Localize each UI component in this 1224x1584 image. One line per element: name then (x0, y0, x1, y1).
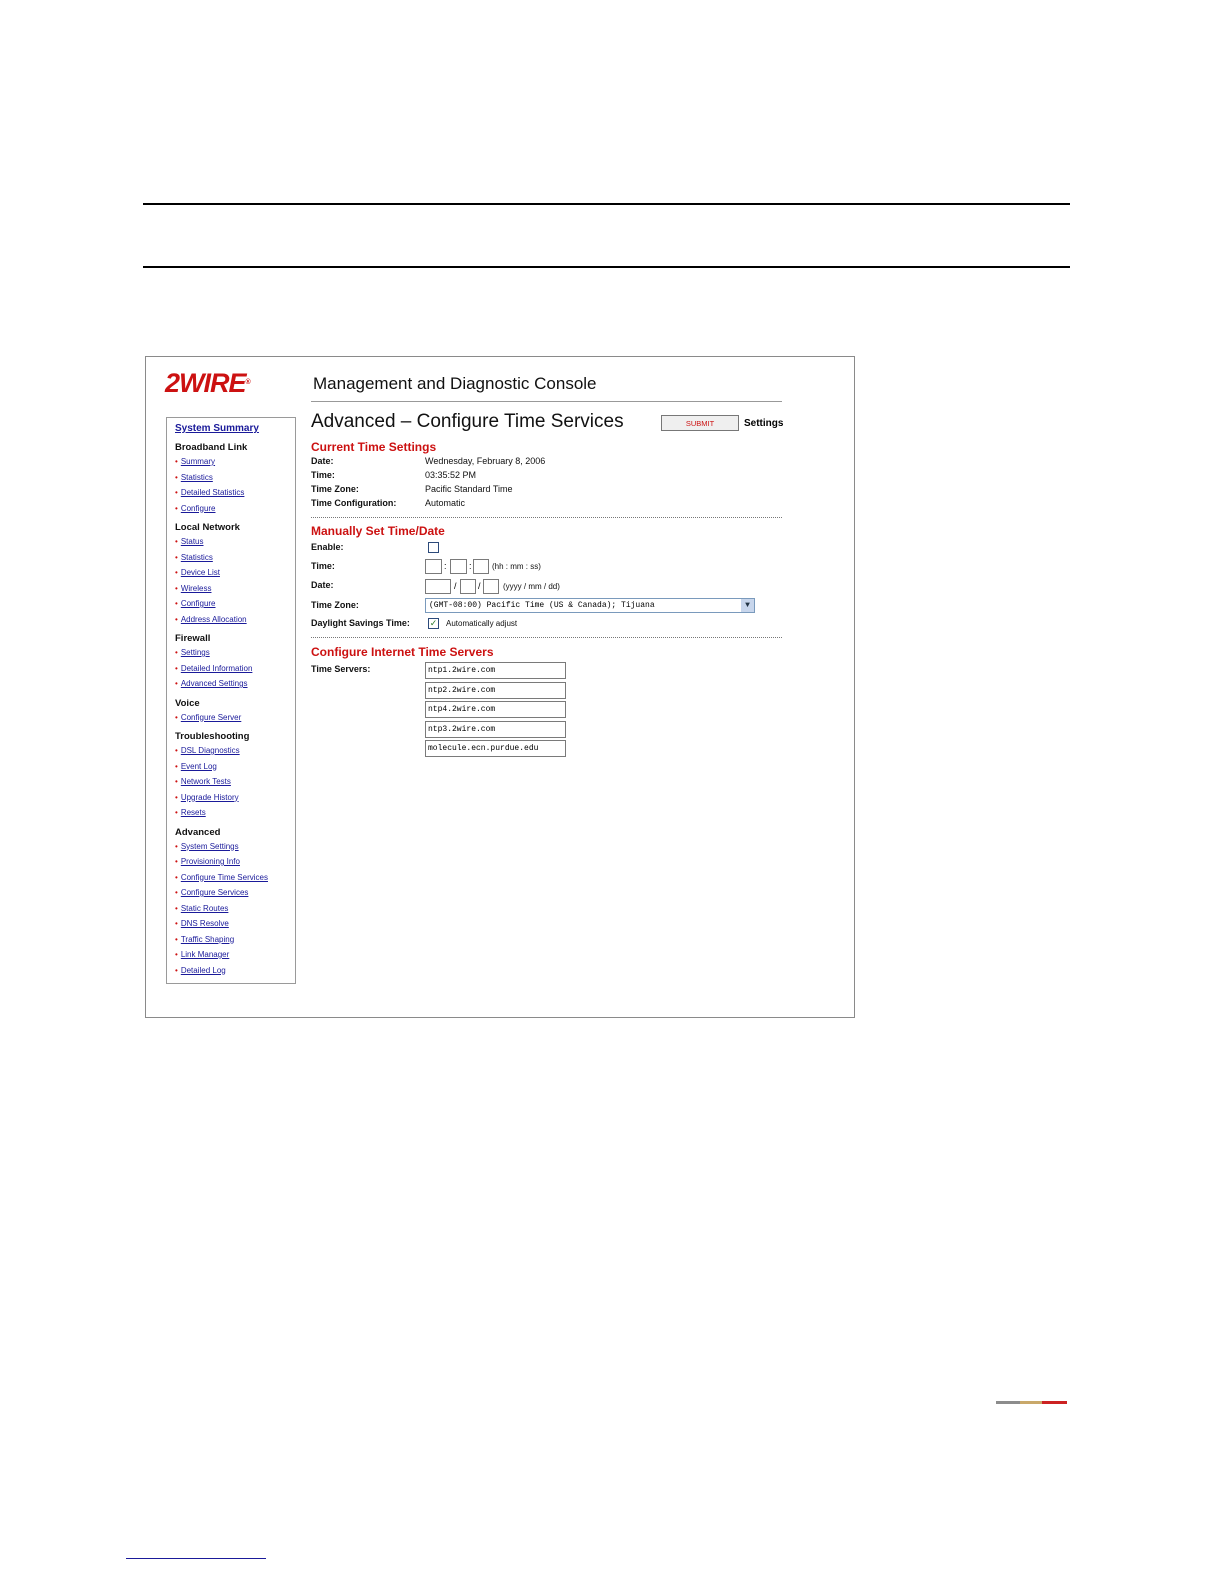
footer-color-bar (996, 1401, 1067, 1404)
sidebar-group-title: Advanced (175, 826, 221, 838)
manual-timezone-label: Time Zone: (311, 600, 359, 610)
current-timezone-value: Pacific Standard Time (425, 484, 513, 494)
sidebar-item[interactable] (175, 870, 295, 886)
bullet-icon: • (175, 872, 178, 882)
sidebar-item[interactable] (175, 901, 295, 917)
sidebar-item-label[interactable]: Device List (180, 568, 220, 577)
sidebar-item[interactable] (175, 839, 295, 855)
sidebar-item[interactable] (175, 534, 295, 550)
second-input[interactable] (473, 559, 489, 574)
sidebar-group-title: Local Network (175, 522, 240, 533)
hour-input[interactable] (425, 559, 442, 574)
bullet-icon: • (175, 679, 178, 688)
sidebar-group-title: Troubleshooting (175, 731, 250, 742)
sidebar-item[interactable] (175, 854, 295, 870)
sidebar-item[interactable] (175, 805, 295, 821)
footer-bar-red (1042, 1401, 1067, 1404)
sidebar-item-label[interactable]: Statistics (180, 552, 213, 562)
dst-checkbox[interactable] (428, 618, 439, 629)
sidebar-item[interactable] (175, 661, 295, 677)
sidebar-item-label[interactable]: Configure (180, 599, 216, 608)
sidebar-item[interactable] (175, 947, 295, 963)
bullet-icon: • (175, 950, 178, 959)
timezone-selected-value: (GMT-08:00) Pacific Time (US & Canada); Tijuana (429, 601, 655, 610)
day-input[interactable] (483, 579, 499, 594)
page-title: Advanced – Configure Time Services (311, 411, 624, 432)
bullet-icon: • (175, 934, 178, 944)
sidebar-item-label[interactable]: Wireless (180, 583, 212, 593)
time-server-input[interactable]: ntp3.2wire.com (425, 721, 566, 738)
sidebar-group-title: Firewall (175, 633, 211, 644)
sidebar-item[interactable] (175, 932, 295, 948)
sidebar-item[interactable] (175, 743, 295, 759)
bullet-icon: • (175, 663, 178, 673)
sidebar-item-label[interactable]: Statistics (180, 472, 213, 482)
submit-button[interactable]: SUBMIT (661, 415, 739, 431)
time-format-hint: (hh : mm : ss) (492, 562, 541, 571)
time-server-input[interactable]: molecule.ecn.purdue.edu (425, 740, 566, 757)
time-server-input[interactable]: ntp4.2wire.com (425, 701, 566, 718)
sidebar-item[interactable] (175, 454, 295, 470)
time-server-input[interactable]: ntp1.2wire.com (425, 662, 566, 679)
brand-logo (165, 368, 250, 398)
month-input[interactable] (460, 579, 476, 594)
bullet-icon: • (175, 488, 178, 497)
sidebar-item-label[interactable]: Advanced Settings (180, 679, 248, 688)
sidebar-group (175, 731, 295, 821)
current-date-label: Date: (311, 456, 334, 466)
sidebar-group (175, 827, 295, 979)
bullet-icon: • (175, 537, 178, 546)
time-servers-label: Time Servers: (311, 664, 371, 674)
sidebar-item[interactable] (175, 759, 295, 775)
sidebar-item[interactable] (175, 485, 295, 501)
time-separator: : (469, 561, 472, 571)
date-separator: / (478, 581, 481, 591)
bullet-icon: • (175, 614, 178, 624)
sidebar-item-label[interactable]: Configure Services (180, 888, 249, 897)
sidebar-item-label[interactable]: Resets (180, 808, 206, 817)
sidebar-item[interactable] (175, 916, 295, 932)
current-date-value: Wednesday, February 8, 2006 (425, 456, 546, 466)
timezone-select[interactable] (425, 598, 755, 613)
bullet-icon: • (175, 599, 178, 608)
bullet-icon: • (175, 583, 178, 593)
sidebar-group-title: Voice (175, 697, 200, 709)
sidebar-item-label[interactable]: Configure Server (180, 712, 242, 722)
section-divider (311, 517, 782, 518)
sidebar-item-label[interactable]: Detailed Information (180, 663, 253, 673)
sidebar-groups (175, 442, 295, 978)
date-format-hint: (yyyy / mm / dd) (503, 582, 560, 591)
bullet-icon: • (175, 808, 178, 817)
sidebar-item[interactable] (175, 581, 295, 597)
year-input[interactable] (425, 579, 451, 594)
time-server-input[interactable]: ntp2.2wire.com (425, 682, 566, 699)
sidebar-item-label[interactable]: Upgrade History (180, 792, 239, 802)
sidebar-item[interactable] (175, 676, 295, 692)
settings-label: Settings (744, 418, 784, 429)
enable-checkbox[interactable] (428, 542, 439, 553)
sidebar-item[interactable] (175, 790, 295, 806)
registered-mark: ® (245, 379, 250, 386)
sidebar-group (175, 633, 295, 692)
sidebar-item-label[interactable]: Link Manager (180, 950, 230, 959)
top-rule (143, 203, 1070, 205)
console-screenshot (145, 356, 855, 1018)
minute-input[interactable] (450, 559, 467, 574)
bullet-icon: • (175, 568, 178, 577)
current-time-value: 03:35:52 PM (425, 470, 477, 480)
sidebar-item-label[interactable]: Traffic Shaping (180, 934, 235, 944)
sidebar-item[interactable] (175, 645, 295, 661)
time-config-value: Automatic (425, 498, 466, 508)
sidebar-item[interactable] (175, 963, 295, 979)
bullet-icon: • (175, 712, 178, 722)
sidebar-item[interactable] (175, 565, 295, 581)
sidebar-item[interactable] (175, 501, 295, 517)
sidebar-item-label[interactable]: Network Tests (180, 777, 231, 786)
time-separator: : (444, 561, 447, 571)
sidebar-nav (166, 417, 296, 984)
sidebar-item[interactable] (175, 710, 295, 726)
footer-bar-grey (996, 1401, 1020, 1404)
manual-settings-title: Manually Set Time/Date (311, 524, 445, 538)
sidebar-item-label[interactable]: Configure (180, 503, 216, 513)
bullet-icon: • (175, 746, 178, 755)
sidebar-item-label[interactable]: Detailed Statistics (180, 488, 245, 497)
bullet-icon: • (175, 903, 178, 913)
current-settings-title: Current Time Settings (311, 440, 437, 454)
bullet-icon: • (175, 792, 178, 802)
bullet-icon: • (175, 552, 178, 562)
current-timezone-label: Time Zone: (311, 484, 359, 494)
header-bottom-rule (143, 266, 1070, 268)
sidebar-item[interactable] (175, 470, 295, 486)
bullet-icon: • (175, 919, 178, 928)
chevron-down-icon[interactable]: ▼ (741, 599, 754, 612)
sidebar-item[interactable] (175, 550, 295, 566)
enable-label: Enable: (311, 542, 344, 552)
sidebar-group-title: Broadband Link (175, 442, 248, 453)
bullet-icon: • (175, 857, 178, 866)
sidebar-item-label[interactable]: Detailed Log (180, 965, 226, 975)
logo-text: 2WIRE (165, 368, 246, 398)
manual-date-label: Date: (311, 580, 334, 590)
checkmark-icon: ✓ (429, 618, 438, 628)
sidebar-item-label[interactable]: Summary (180, 457, 216, 466)
section-divider (311, 637, 782, 638)
sidebar-group (175, 522, 295, 627)
sidebar-item-label[interactable]: Address Allocation (180, 614, 247, 624)
bullet-icon: • (175, 457, 178, 466)
current-time-label: Time: (311, 470, 335, 480)
sidebar-item-label[interactable]: System Settings (180, 841, 239, 851)
sidebar-item[interactable] (175, 774, 295, 790)
bullet-icon: • (175, 472, 178, 482)
sidebar-item-label[interactable]: Static Routes (180, 903, 229, 913)
sidebar-item-label[interactable]: Status (180, 537, 204, 546)
sidebar-item-label[interactable]: Event Log (180, 761, 217, 771)
time-config-label: Time Configuration: (311, 498, 397, 508)
manual-time-label: Time: (311, 561, 335, 571)
system-summary-link[interactable]: System Summary (175, 423, 259, 434)
sidebar-item-label[interactable]: Provisioning Info (180, 857, 240, 866)
bullet-icon: • (175, 761, 178, 771)
dst-label: Daylight Savings Time: (311, 618, 410, 628)
time-servers-title: Configure Internet Time Servers (311, 645, 494, 659)
bullet-icon: • (175, 777, 178, 786)
bullet-icon: • (175, 503, 178, 513)
bullet-icon: • (175, 841, 178, 851)
bullet-icon: • (175, 648, 178, 657)
sidebar-item[interactable] (175, 612, 295, 628)
sidebar-item[interactable] (175, 885, 295, 901)
sidebar-item-label[interactable]: Configure Time Services (180, 872, 268, 882)
footnote-rule (126, 1558, 266, 1559)
sidebar-item-label[interactable]: DNS Resolve (180, 919, 229, 928)
sidebar-group (175, 442, 295, 516)
dst-option-label: Automatically adjust (446, 619, 518, 628)
sidebar-item-label[interactable]: DSL Diagnostics (180, 746, 240, 755)
sidebar-group (175, 698, 295, 726)
sidebar-item-label[interactable]: Settings (180, 648, 210, 657)
sidebar-item[interactable] (175, 596, 295, 612)
date-separator: / (454, 581, 457, 591)
bullet-icon: • (175, 888, 178, 897)
footer-bar-tan (1020, 1401, 1042, 1404)
console-title: Management and Diagnostic Console (313, 374, 597, 393)
title-divider (311, 401, 782, 402)
bullet-icon: • (175, 965, 178, 975)
